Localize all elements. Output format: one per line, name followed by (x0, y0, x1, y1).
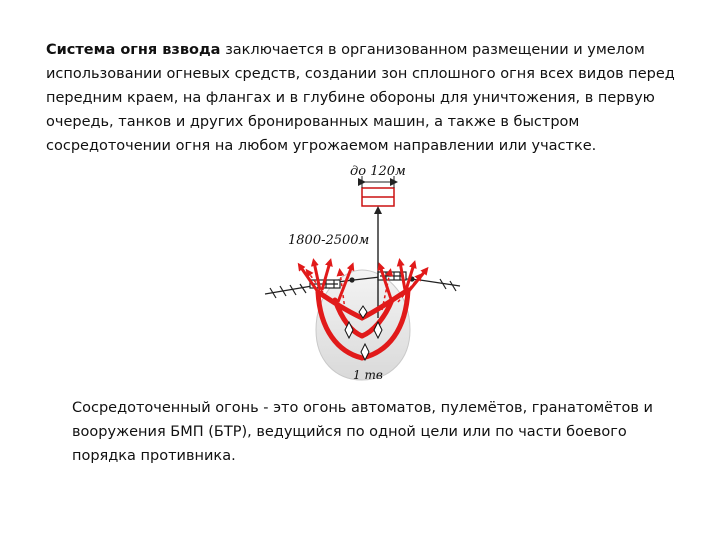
label-range: до 120м (350, 164, 406, 179)
label-depth: 1800-2500м (288, 233, 370, 248)
term-fire-system: Система огня взвода (46, 42, 221, 58)
paragraph-concentrated-fire-text: Сосредоточенный огонь - это огонь автоматов, пулемётов, гранатомётов и вооружения БМП (БТР), ведущийся по одной цели или по части боевого порядка противника. (72, 400, 653, 464)
target-rectangle (362, 188, 394, 206)
paragraph-concentrated-fire (72, 396, 692, 468)
paragraph-fire-system-text: заключается в организованном размещении и умелом использовании огневых средств, создании зон сплошного огня всех видов перед передним краем, на флангах и в глубине обороны для уничтожения, в первую очередь, танков и других бронированных машин, а также в быстром сосредоточении огня на любом угрожаемом направлении или участке. (46, 42, 675, 154)
label-platoon-position: 1 тв (353, 368, 383, 382)
